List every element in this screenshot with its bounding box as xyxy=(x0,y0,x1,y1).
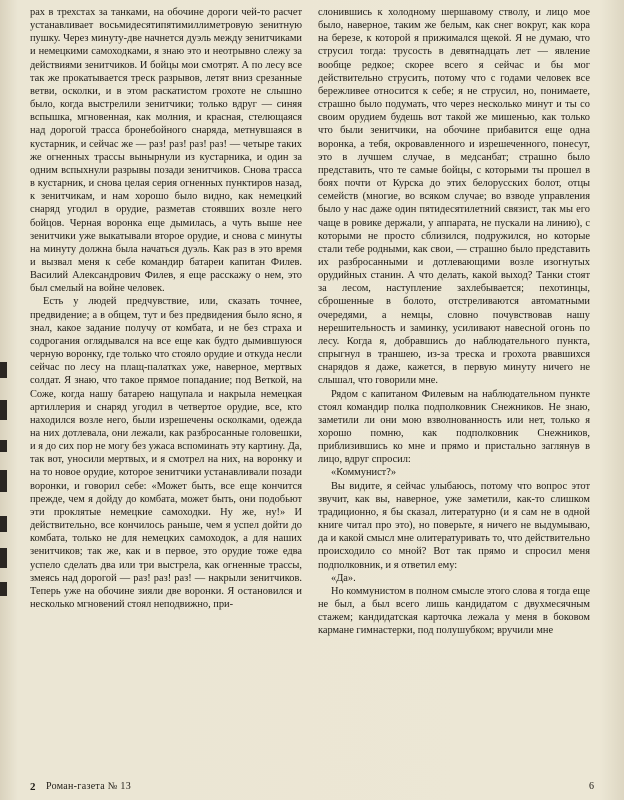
right-column xyxy=(318,6,590,638)
dialogue-line: «Да». xyxy=(331,572,356,584)
paragraph: Есть у людей предчувствие, или, сказать точнее, предвидение; а в общем, тут и без предвидения было ясно, я знал, какое задание получу от комбата, и не без страха и содрогания оглядывался на все еще как будто дымившуюся черную воронку, где только что стояло орудие и откуда несли сейчас по лесу на плащ-палатках уже, наверное, мертвых солдат. Я знаю, что такое прямое попадание; под Веткой, на Соже, когда нашу батарею нащупала и накрыла немецкая артиллерия и снаряд угодил в четвертое орудие, все, кто находился возле него, были изрешечены осколками, одежда на них дотлевала, они лежали, как разбросанные головешки, и я до сих пор не могу без ужаса вспоминать эту картину. Да, так вот, уносили мертвых, и я смотрел на них, на воронку и на то новое орудие, которое зенитчики устанавливали позади воронки, и говорил себе: «Может быть, все еще кончится прежде, чем я дойду до комбата, может быть, они подобьют эти проклятые немецкие самоходки. Ну же, ну!» И действительно, все кончилось раньше, чем я успел дойти до комбата, только не для немецких самоходок, а для наших зенитчиков; так же, как и в первое, это орудие тоже едва успело сделать два или три выстрела, как огненные трассы, змеясь над дорогой — раз! раз! раз! — накрыли зенитчиков. Теперь уже на обочине зияли две воронки. Я остановился и несколько мгновений стоял неподвижно, при- xyxy=(30,296,302,611)
paragraph: слонившись к холодному шершавому стволу, и лицо мое было, наверное, таким же белым, как снег вокруг, как кора на березе, к которой я прижимался щекой. Я не думаю, что струсил тогда: трусость в девятнадцать лет — явление вообще редкое; скорее всего я сейчас и бы мог действительно струсить, потому что с годами человек все бережливее относится к себе; я не струсил, но, понимаете, страшно было подумать, что через несколько минут и ты со своим орудием будешь вот такой же мишенью, как только что были зенитчики, на обочине прибавится еще одна воронка, а тебя, окровавленного и изрешеченного, понесут, это в лучшем случае, в медсанбат; страшно было представить, что те самые бойцы, с которыми ты прошел в боях почти от Курска до этих белорусских болот, отцы семейств (многие, во всяком случае; во взводе управления было у нас даже один пятидесятилетний связист, так мы его чаще в ровике держали, у аппарата, не пускали на линию), с которыми не просто сблизился, подружился, но которые стали тебе родными, как свои, — страшно было представить их разбросанными и дотлевающими возле изогнутых орудийных станин. А что делать, какой выход? Танки стоят за лесом, наступление захлебывается; пехотинцы, сброшенные в болото, отстреливаются автоматными очередями, а немцы, словно почувствовав нашу нерешительность и заминку, усиливают навесной огонь по лесу. Когда я, добравшись до наблюдательного пункта, спрыгнул в траншею, из-за треска и грохота рвавшихся снарядов я даже, кажется, в первую минуту ничего не слышал, что говорили мне. xyxy=(318,7,590,387)
page-footer xyxy=(30,780,604,794)
signature-mark: 6 xyxy=(589,781,594,792)
page-number: 2 xyxy=(30,781,36,793)
binding-edge-marks xyxy=(0,0,10,800)
paragraph: Рядом с капитаном Филевым на наблюдательном пункте стоял командир полка подполковник Снежников. Не знаю, заметили ли они мою взволнованность или нет, только я хорошо помню, как подполковник Снежников, приблизившись ко мне и прямо и пристально заглянув в лицо, вдруг спросил: xyxy=(318,388,590,466)
paragraph: Вы видите, я сейчас улыбаюсь, потому что вопрос этот звучит, как вы, наверное, уже заметили, как-то слишком традиционно, я бы сказал, литературно (и я сам не в одной книге читал про это), но поверьте, я ничего не выдумываю, да и какой смысл мне олитературивать то, что действительно происходило со мной? Вот так прямо и спросил меня подполковник, и я ответил ему: xyxy=(318,480,590,571)
left-column xyxy=(30,6,302,611)
paragraph: Но коммунистом в полном смысле этого слова я тогда еще не был, а был всего лишь кандидатом с двухмесячным стажем; кандидатская карточка лежала у меня в боковом кармане гимнастерки, под полушубком; вручили мне xyxy=(318,585,590,637)
paragraph: рах в трехстах за танками, на обочине дороги чей-то расчет устанавливает восьмидесятипятимиллиметровую зенитную пушку. Через минуту-две начнется дуэль между зенитчиками и немецкими самоходками, я знаю это и неотрывно слежу за действиями зенитчиков. И бойцы мои смотрят. А по лесу все так же прокатывается треск разрывов, летят вниз срезанные ветви, осколки, и в этом раскатистом грохоте не слышно было, когда выстрелили зенитчики; только вдруг — синяя вспышка, мгновенная, как молния, и красная, стелющаяся над дорогой трасса бронебойного снаряда, метнувшаяся в кустарник, и сейчас же — раз! раз! раз! раз! — четыре таких же огненных трассы вынырнули из кустарника, и один за одним вспыхнули разрывы позади зенитчиков. Снова трасса в кустарник, и снова целая серия огненных пунктиров назад, к зенитчикам, и нам хорошо было видно, как немецкий снаряд угодил в орудие, разметав стоявших возле него бойцов. Черная воронка еще дымилась, а чуть выше нее зенитчики уже выкатывали второе орудие, и снова с минуты на минуту должна была начаться дуэль. Как раз в это время и вызвал меня к себе командир батареи капитан Филев. Василий Александрович Филев, я еще расскажу о нем, это был смелый на войне человек. xyxy=(30,7,302,295)
journal-title: Роман-газета № 13 xyxy=(46,781,132,792)
dialogue-line: «Коммунист?» xyxy=(331,467,397,479)
